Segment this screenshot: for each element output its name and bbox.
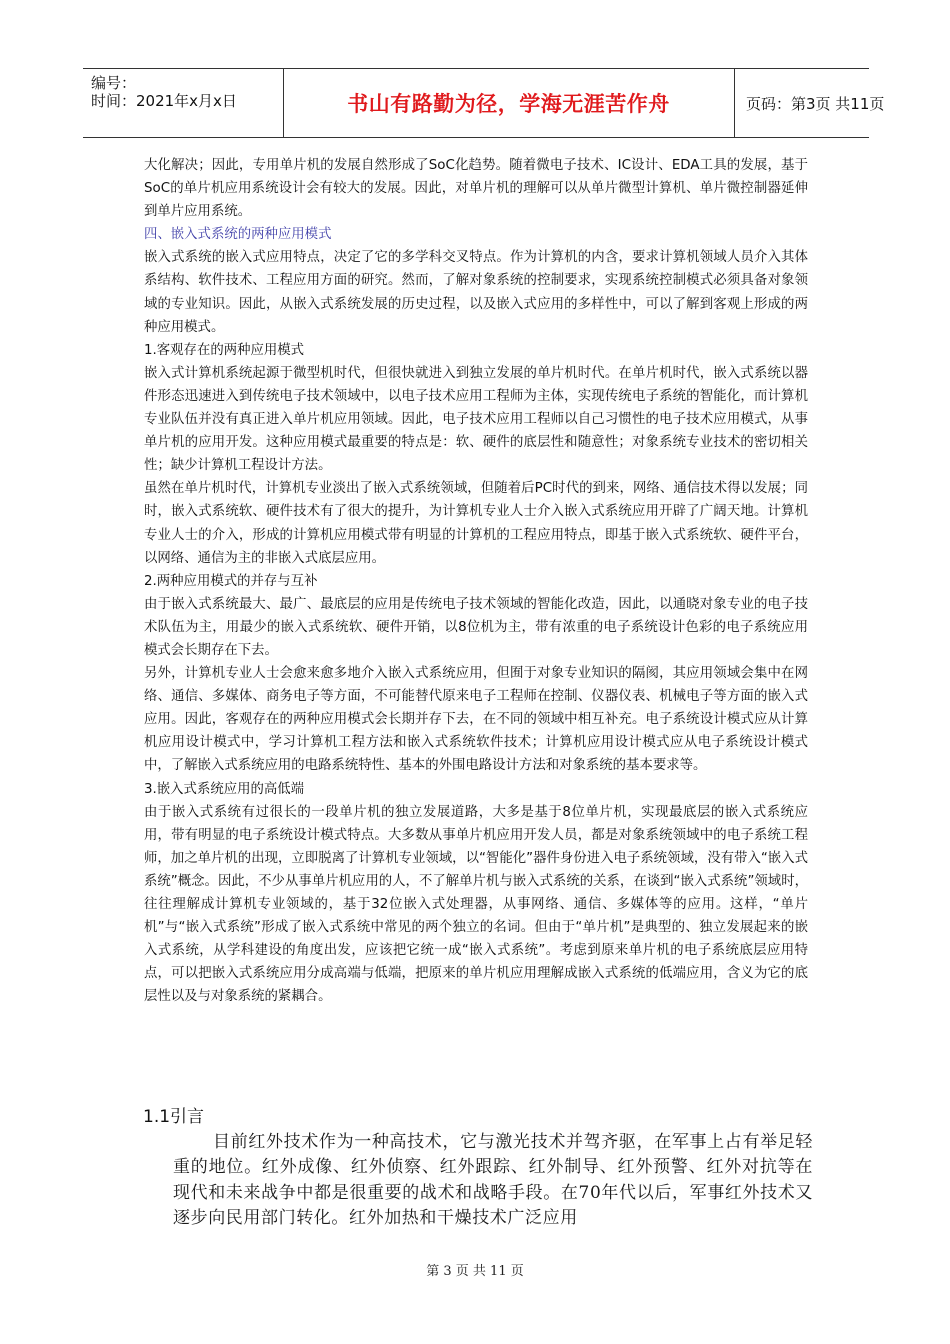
header-meta-cell <box>83 69 284 137</box>
intro-paragraph <box>173 1130 813 1232</box>
intro-text: 目前红外技术作为一种高技术，它与激光技术并驾齐驱，在军事上占有举足轻重的地位。红外成像、红外侦察、红外跟踪、红外制导、红外预警、红外对抗等在现代和未来战争中都是很重要的战术和战略手段。在70年代以后，军事红外技术又逐步向民用部门转化。红外加热和干燥技术广泛应用 <box>173 1132 813 1229</box>
header-table <box>83 68 885 138</box>
paragraph: 由于嵌入式系统有过很长的一段单片机的独立发展道路，大多是基于8位单片机，实现最底层的嵌入式系统应用，带有明显的电子系统设计模式特点。大多数从事单片机应用开发人员，都是对象系统领域中的电子系统工程师，加之单片机的出现，立即脱离了计算机专业领域，以“智能化”器件身份进入电子系统领域，没有带入“嵌入式系统”概念。因此，不少从事单片机应用的人，不了解单片机与嵌入式系统的关系，在谈到“嵌入式系统”领域时，往往理解成计算机专业领域的，基于32位嵌入式处理器，从事网络、通信、多媒体等的应用。这样，“单片机”与“嵌入式系统”形成了嵌入式系统中常见的两个独立的名词。但由于“单片机”是典型的、独立发展起来的嵌入式系统，从学科建设的角度出发，应该把它统一成“嵌入式系统”。考虑到原来单片机的电子系统底层应用特点，可以把嵌入式系统应用分成高端与低端，把原来的单片机应用理解成嵌入式系统的低端应用，含义为它的底层性以及与对象系统的紧耦合。 <box>144 804 808 1005</box>
intro-title: 1.1引言 <box>143 1107 205 1127</box>
page-info-cell <box>736 69 885 137</box>
number-label: 编号： <box>91 74 137 92</box>
subheading: 1.客观存在的两种应用模式 <box>144 342 305 358</box>
paragraph: 大化解决；因此，专用单片机的发展自然形成了SoC化趋势。随着微电子技术、IC设计、EDA工具的发展，基于SoC的单片机应用系统设计会有较大的发展。因此，对单片机的理解可以从单片微型计算机、单片微控制器延伸到单片应用系统。 <box>144 158 808 220</box>
page-footer: 第 3 页 共 11 页 <box>426 1264 524 1279</box>
section-heading: 四、嵌入式系统的两种应用模式 <box>144 227 332 243</box>
paragraph: 嵌入式系统的嵌入式应用特点，决定了它的多学科交叉特点。作为计算机的内含，要求计算机领域人员介入其体系结构、软件技术、工程应用方面的研究。然而，了解对象系统的控制要求，实现系统控制模式必须具备对象领域的专业知识。因此，从嵌入式系统发展的历史过程，以及嵌入式应用的多样性中，可以了解到客观上形成的两种应用模式。 <box>144 250 808 335</box>
motto-text: 书山有路勤为径，学海无涯苦作舟 <box>347 92 670 116</box>
paragraph: 虽然在单片机时代，计算机专业淡出了嵌入式系统领域，但随着后PC时代的到来，网络、通信技术得以发展；同时，嵌入式系统软、硬件技术有了很大的提升，为计算机专业人士介入嵌入式系统应用开辟了广阔天地。计算机专业人士的介入，形成的计算机应用模式带有明显的计算机的工程应用特点，即基于嵌入式系统软、硬件平台，以网络、通信为主的非嵌入式底层应用。 <box>144 481 808 566</box>
motto-cell <box>283 69 735 137</box>
document-body <box>144 154 808 1008</box>
time-label: 时间：2021年x月x日 <box>91 92 237 110</box>
subheading: 2.两种应用模式的并存与互补 <box>144 573 318 589</box>
paragraph: 嵌入式计算机系统起源于微型机时代，但很快就进入到独立发展的单片机时代。在单片机时代，嵌入式系统以器件形态迅速进入到传统电子技术领域中，以电子技术应用工程师为主体，实现传统电子系统的智能化，而计算机专业队伍并没有真正进入单片机应用领域。因此，电子技术应用工程师以自己习惯性的电子技术应用模式，从事单片机的应用开发。这种应用模式最重要的特点是：软、硬件的底层性和随意性；对象系统专业技术的密切相关性；缺少计算机工程设计方法。 <box>144 365 808 474</box>
paragraph: 由于嵌入式系统最大、最广、最底层的应用是传统电子技术领域的智能化改造，因此，以通晓对象专业的电子技术队伍为主，用最少的嵌入式系统软、硬件开销，以8位机为主，带有浓重的电子系统设计色彩的电子系统应用模式会长期存在下去。 <box>144 596 808 658</box>
page-info: 页码：第3页 共11页 <box>746 94 885 113</box>
paragraph: 另外，计算机专业人士会愈来愈多地介入嵌入式系统应用，但囿于对象专业知识的隔阂，其应用领域会集中在网络、通信、多媒体、商务电子等方面，不可能替代原来电子工程师在控制、仪器仪表、机械电子等方面的嵌入式应用。因此，客观存在的两种应用模式会长期并存下去，在不同的领域中相互补充。电子系统设计模式应从计算机应用设计模式中，学习计算机工程方法和嵌入式系统软件技术；计算机应用设计模式应从电子系统设计模式中，了解嵌入式系统应用的电路系统特性、基本的外围电路设计方法和对象系统的基本要求等。 <box>144 666 808 774</box>
subheading: 3.嵌入式系统应用的高低端 <box>144 781 305 797</box>
